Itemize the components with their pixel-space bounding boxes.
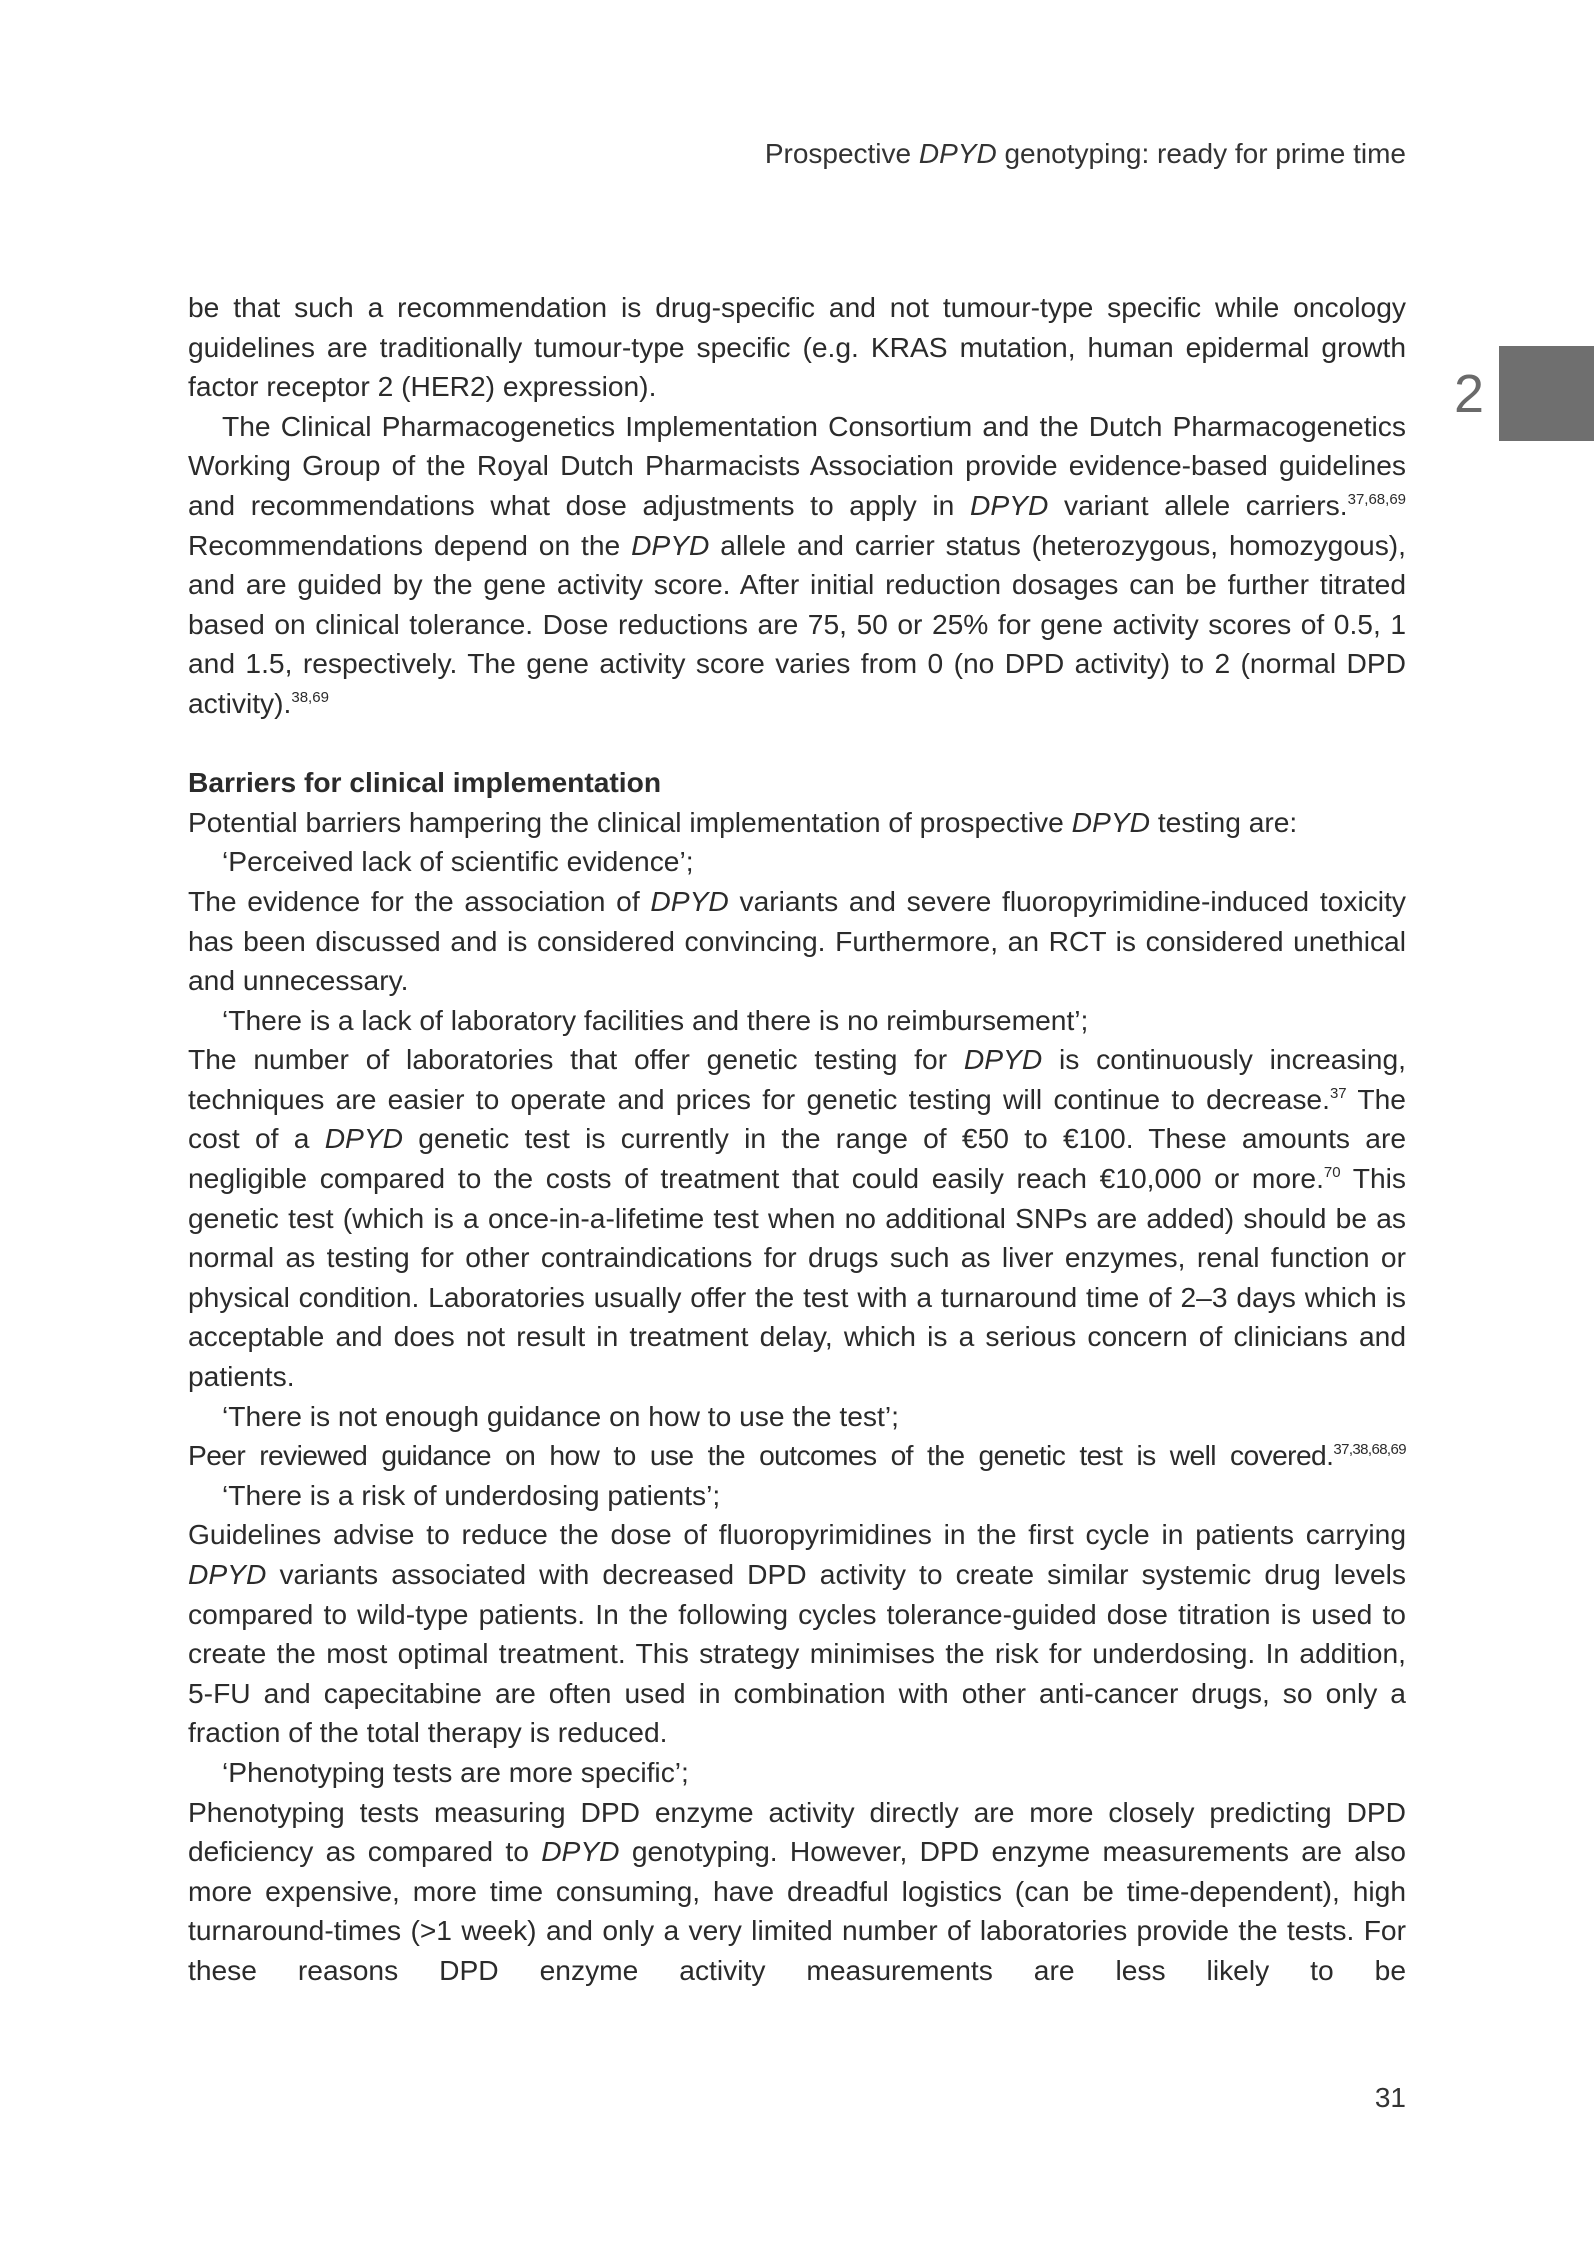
citation: 37,68,69 bbox=[1347, 490, 1406, 508]
paragraph-barriers-intro bbox=[188, 803, 1406, 843]
gene-name: DPYD bbox=[963, 1043, 1043, 1076]
barrier-quote-guidance: ‘There is not enough guidance on how to use the test’; bbox=[222, 1399, 899, 1432]
chapter-tab bbox=[1499, 346, 1594, 441]
text-run: Guidelines advise to reduce the dose of fluoropyrimidines in the first cycle in patients carrying bbox=[188, 1518, 1406, 1551]
gene-name: DPYD bbox=[324, 1122, 404, 1155]
text-run: genotyping. However, DPD enzyme measurements are also more expensive, more time consuming, have dreadful logistics (can be time-dependent), high turnaround-times (>1 week) and only a very limited number of laboratories provide the tests. For these reasons DPD enzyme activity measurements are less likely to be bbox=[188, 1835, 1406, 1986]
gene-name: DPYD bbox=[970, 488, 1049, 521]
running-head bbox=[765, 136, 1406, 172]
citation: 37,38,68,69 bbox=[1333, 1440, 1406, 1458]
running-head-text: Prospective bbox=[764, 138, 919, 169]
barrier-quote-evidence: ‘Perceived lack of scientific evidence’; bbox=[222, 845, 694, 878]
barrier-quote-underdosing: ‘There is a risk of underdosing patients’; bbox=[222, 1478, 721, 1511]
paragraph-guidance bbox=[188, 1436, 1406, 1476]
barrier-quote-laboratory: ‘There is a lack of laboratory facilities and there is no reimbursement’; bbox=[222, 1003, 1089, 1036]
paragraph-continuation: be that such a recommendation is drug-specific and not tumour-type specific while oncology guidelines are traditionally tumour-type specific (e.g. KRAS mutation, human epidermal growth factor receptor 2 (HER2) expression). bbox=[188, 291, 1406, 403]
text-run: The cost of a bbox=[188, 1082, 1406, 1155]
running-head-text-end: genotyping: ready for prime time bbox=[996, 138, 1406, 169]
paragraph-evidence bbox=[188, 882, 1406, 1001]
text-run: is continuously increasing, techniques are easier to operate and prices for genetic testing will continue to decrease. bbox=[188, 1043, 1406, 1115]
paragraph-laboratory bbox=[188, 1040, 1406, 1396]
paragraph-underdosing bbox=[188, 1515, 1406, 1753]
section-heading: Barriers for clinical implementation bbox=[188, 766, 662, 799]
text-run: testing are: bbox=[1149, 805, 1298, 838]
text-run: This genetic test (which is a once-in-a-lifetime test when no additional SNPs are added) should be as normal as testing for other contraindications for drugs such as liver enzymes, renal function or physical condition. Laboratories usually offer the test with a turnaround time of 2–3 days which is acceptable and does not result in treatment delay, which is a serious concern of clinicians and patients. bbox=[188, 1162, 1406, 1393]
text-run: Potential barriers hampering the clinical implementation of prospective bbox=[188, 805, 1072, 838]
main-text bbox=[188, 288, 1406, 1991]
chapter-number: 2 bbox=[1454, 364, 1485, 424]
gene-name: DPYD bbox=[650, 884, 729, 917]
text-run: The evidence for the association of bbox=[188, 884, 651, 917]
barrier-quote-phenotyping: ‘Phenotyping tests are more specific’; bbox=[222, 1755, 689, 1788]
citation: 37 bbox=[1329, 1084, 1347, 1102]
citation: 70 bbox=[1323, 1163, 1341, 1181]
citation: 38,69 bbox=[291, 688, 329, 706]
text-run: Peer reviewed guidance on how to use the outcomes of the genetic test is well covered. bbox=[188, 1439, 1334, 1472]
page-number: 31 bbox=[1374, 2082, 1406, 2113]
paragraph-guidelines bbox=[188, 407, 1406, 724]
gene-name: DPYD bbox=[188, 1558, 267, 1590]
text-run: The Clinical Pharmacogenetics Implementation Consortium and the Dutch Pharmacogenetics Working Group of the Royal Dutch Pharmacists Association provide evidence-based guidelines and recommendations what dose adjustments to apply in bbox=[188, 409, 1406, 521]
text-run: variant allele carriers. bbox=[1048, 488, 1348, 521]
gene-name: DPYD bbox=[1071, 805, 1150, 838]
running-head-gene: DPYD bbox=[918, 138, 997, 169]
paragraph-phenotyping bbox=[188, 1793, 1406, 1991]
text-run: variants and severe fluoropyrimidine-induced toxicity has been discussed and is considered convincing. Furthermore, an RCT is considered unethical and unnecessary. bbox=[188, 884, 1406, 997]
text-run: variants associated with decreased DPD activity to create similar systemic drug levels compared to wild-type patients. In the following cycles tolerance-guided dose titration is used to create the most optimal treatment. This strategy minimises the risk for underdosing. In addition, 5-FU and capecitabine are often used in combination with other anti-cancer drugs, so only a fraction of the total therapy is reduced. bbox=[188, 1558, 1406, 1749]
gene-name: DPYD bbox=[541, 1835, 620, 1868]
text-run: Phenotyping tests measuring DPD enzyme activity directly are more closely predicting DPD deficiency as compared to bbox=[188, 1795, 1406, 1868]
text-run: allele and carrier status (heterozygous, homozygous), and are guided by the gene activity score. After initial reduction dosages can be further titrated based on clinical tolerance. Dose reductions are 75, 50 or 25% for gene activity scores of 0.5, 1 and 1.5, respectively. The gene activity score varies from 0 (no DPD activity) to 2 (normal DPD activity). bbox=[188, 528, 1407, 719]
text-run: The number of laboratories that offer genetic testing for bbox=[188, 1043, 964, 1076]
text-run: Recommendations depend on the bbox=[188, 528, 632, 561]
gene-name: DPYD bbox=[631, 528, 710, 561]
text-run: genetic test is currently in the range of €50 to €100. These amounts are negligible compared to the costs of treatment that could easily reach €10,000 or more. bbox=[188, 1122, 1407, 1195]
